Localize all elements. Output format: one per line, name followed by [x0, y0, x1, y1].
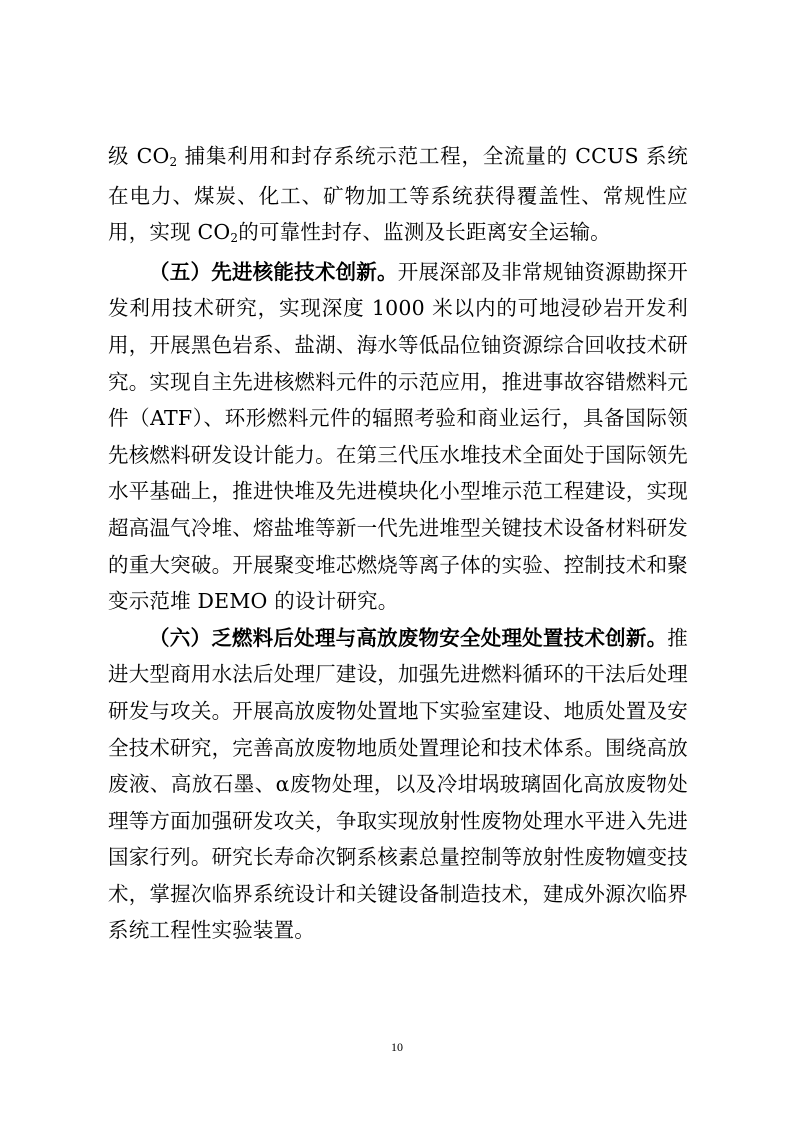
paragraph-spent-fuel: [108, 620, 688, 949]
subscript-2: 2: [230, 231, 239, 246]
page-number: 10: [391, 1040, 403, 1054]
paragraph-ccus: [108, 138, 688, 254]
paragraph-ccus-prefix: 级 CO: [108, 144, 170, 168]
subscript-2: 2: [169, 155, 178, 169]
body-text: [108, 138, 688, 949]
paragraph-ccus-suffix: 的可靠性封存、监测及长距离安全运输。: [238, 220, 611, 245]
paragraph-nuclear-energy: [108, 254, 688, 620]
section-heading-5: （五）先进核能技术创新。: [149, 259, 398, 284]
paragraph-body: 开展深部及非常规铀资源勘探开发利用技术研究，实现深度 1000 米以内的可地浸砂岩开发利用，开展黑色岩系、盐湖、海水等低品位铀资源综合回收技术研究。实现自主先进核燃料元件的示范应用，推进事故容错燃料元件（ATF）、环形燃料元件的辐照考验和商业运行，具备国际领先核燃料研发设计能力。在第三代压水堆技术全面处于国际领先水平基础上，推进快堆及先进模块化小型堆示范工程建设，实现超高温气冷堆、熔盐堆等新一代先进堆型关键技术设备材料研发的重大突破。开展聚变堆芯燃烧等离子体的实验、控制技术和聚变示范堆 DEMO 的设计研究。: [108, 259, 688, 614]
paragraph-body: 推进大型商用水法后处理厂建设，加强先进燃料循环的干法后处理研发与攻关。开展高放废物处置地下实验室建设、地质处置及安全技术研究，完善高放废物地质处置理论和技术体系。围绕高放废液、高放石墨、α废物处理，以及冷坩埚玻璃固化高放废物处理等方面加强研发攻关，争取实现放射性废物处理水平进入先进国家行列。研究长寿命次锕系核素总量控制等放射性废物嬗变技术，掌握次临界系统设计和关键设备制造技术，建成外源次临界系统工程性实验装置。: [108, 625, 688, 943]
paragraph-ccus-middle: 捕集利用和封存系统示范工程，全流量的 CCUS 系统在电力、煤炭、化工、矿物加工等系统获得覆盖性、常规性应用，实现 CO: [108, 144, 689, 245]
section-heading-6: （六）乏燃料后处理与高放废物安全处理处置技术创新。: [149, 625, 668, 650]
